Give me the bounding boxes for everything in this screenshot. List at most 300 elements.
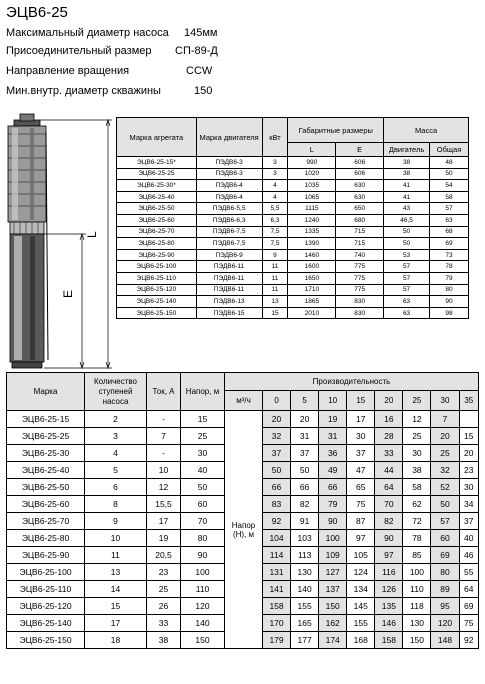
header-l: L [288,143,336,157]
cell-head-value: 70 [375,496,403,513]
table-row [117,238,469,250]
cell-total-mass: 54 [430,180,469,192]
cell-head-value: 19 [319,411,347,428]
cell-head-value: 17 [347,411,375,428]
header-flow-value: 0 [263,391,291,411]
cell-power-kw: 11 [262,261,288,273]
cell-current: 12 [147,479,181,496]
cell-head-value: 15 [459,428,478,445]
header-flow-value: 5 [291,391,319,411]
cell-power-kw: 9 [262,249,288,261]
header-stages: Количество ступеней насоса [85,373,147,411]
table-row [117,296,469,308]
cell-model: ЭЦВ6-25-100 [7,564,85,581]
cell-stages: 13 [85,564,147,581]
cell-head-value: 113 [291,547,319,564]
cell-head-value: 20 [291,411,319,428]
cell-length-e: 830 [336,307,384,319]
cell-power-kw: 13 [262,296,288,308]
cell-head-value: 91 [291,513,319,530]
spec-max-diameter [6,27,218,39]
cell-head: 120 [181,598,225,615]
cell-head-value: 30 [459,479,478,496]
cell-length-l: 1650 [288,272,336,284]
cell-motor-model: ПЭДВ6-4 [196,191,262,203]
cell-head: 40 [181,462,225,479]
cell-power-kw: 7,5 [262,238,288,250]
header-flow-value: 25 [403,391,431,411]
cell-head-value: 46 [459,547,478,564]
cell-motor-model: ПЭДВ6-11 [196,284,262,296]
cell-unit-model: ЭЦВ6-25-15* [117,157,197,169]
cell-total-mass: 98 [430,307,469,319]
cell-head-value: 80 [431,564,459,581]
cell-model: ЭЦВ6-25-140 [7,615,85,632]
spec-min-well-diameter [6,85,213,97]
cell-motor-model: ПЭДВ6-15 [196,307,262,319]
dimension-e-label: E [61,289,75,298]
cell-head-value: 66 [291,479,319,496]
cell-model: ЭЦВ6-25-50 [7,479,85,496]
cell-length-l: 1240 [288,214,336,226]
cell-model: ЭЦВ6-25-40 [7,462,85,479]
cell-motor-model: ПЭДВ6-9 [196,249,262,261]
cell-current: 26 [147,598,181,615]
cell-motor-model: ПЭДВ6-7,5 [196,238,262,250]
cell-length-l: 1020 [288,168,336,180]
cell-head-value: 150 [319,598,347,615]
cell-current: - [147,445,181,462]
header-head: Напор, м [181,373,225,411]
header-unit-model: Марка агрегата [117,118,197,157]
cell-head-value: 83 [263,496,291,513]
cell-model: ЭЦВ6-25-60 [7,496,85,513]
cell-head: 90 [181,547,225,564]
cell-head-value: 37 [263,445,291,462]
cell-head-value: 131 [263,564,291,581]
cell-head-value: 37 [347,445,375,462]
spec-value: СП-89-Д [175,45,218,57]
cell-head: 150 [181,632,225,649]
cell-engine-mass: 41 [384,180,430,192]
spec-rotation [6,65,213,77]
cell-length-e: 630 [336,191,384,203]
table-row [117,249,469,261]
cell-head-value: 52 [431,479,459,496]
cell-engine-mass: 50 [384,238,430,250]
cell-head-value: 90 [375,530,403,547]
cell-model: ЭЦВ6-25-150 [7,632,85,649]
cell-head-value: 90 [319,513,347,530]
header-flow-value: 35 [459,391,478,411]
cell-engine-mass: 63 [384,296,430,308]
cell-engine-mass: 53 [384,249,430,261]
cell-head-value: 179 [263,632,291,649]
cell-power-kw: 11 [262,284,288,296]
header-performance: Производительность [225,373,479,391]
header-flow-value: 20 [375,391,403,411]
table-row [117,168,469,180]
cell-head-value: 158 [375,632,403,649]
cell-unit-model: ЭЦВ6-25-90 [117,249,197,261]
cell-head-value: 16 [375,411,403,428]
cell-length-l: 1600 [288,261,336,273]
cell-length-l: 1065 [288,191,336,203]
spec-value: 150 [194,85,213,97]
cell-head-value: 55 [459,564,478,581]
cell-unit-model: ЭЦВ6-25-140 [117,296,197,308]
cell-head-value: 155 [347,615,375,632]
cell-head-value: 20 [263,411,291,428]
table-row [7,411,479,428]
table-row [117,191,469,203]
header-engine-mass: Двигатель [384,143,430,157]
cell-head-value: 170 [263,615,291,632]
cell-engine-mass: 38 [384,157,430,169]
cell-head-value: 31 [319,428,347,445]
cell-model: ЭЦВ6-25-90 [7,547,85,564]
table-row [117,180,469,192]
cell-head-value: 7 [431,411,459,428]
cell-engine-mass: 63 [384,307,430,319]
cell-head-value: 40 [459,530,478,547]
cell-head-value: 104 [263,530,291,547]
dimensions-table [116,117,469,319]
cell-model: ЭЦВ6-25-80 [7,530,85,547]
cell-total-mass: 68 [430,226,469,238]
cell-model: ЭЦВ6-25-30 [7,445,85,462]
cell-head: 100 [181,564,225,581]
cell-head-value: 82 [291,496,319,513]
cell-stages: 6 [85,479,147,496]
cell-head: 80 [181,530,225,547]
cell-head-value: 150 [403,632,431,649]
dimension-l-label: L [85,231,99,238]
cell-head: 70 [181,513,225,530]
cell-total-mass: 50 [430,168,469,180]
cell-head-value: 105 [347,547,375,564]
cell-length-e: 775 [336,284,384,296]
spec-connection-size [6,45,218,57]
cell-head-value: 30 [403,445,431,462]
header-flow-unit: м³/ч [225,391,263,411]
cell-head-value: 23 [459,462,478,479]
cell-head-value: 66 [319,479,347,496]
cell-length-l: 2010 [288,307,336,319]
cell-stages: 8 [85,496,147,513]
cell-head-value: 116 [375,564,403,581]
cell-head-value: 158 [263,598,291,615]
cell-unit-model: ЭЦВ6-25-120 [117,284,197,296]
cell-power-kw: 15 [262,307,288,319]
cell-total-mass: 90 [430,296,469,308]
cell-head-value: 32 [263,428,291,445]
cell-head-value: 109 [319,547,347,564]
table-row [117,226,469,238]
cell-head-value: 130 [403,615,431,632]
header-kw: кВт [262,118,288,157]
cell-stages: 2 [85,411,147,428]
cell-power-kw: 4 [262,180,288,192]
cell-power-kw: 3 [262,168,288,180]
cell-current: 10 [147,462,181,479]
cell-length-e: 775 [336,272,384,284]
cell-head-value: 145 [347,598,375,615]
cell-unit-model: ЭЦВ6-25-70 [117,226,197,238]
cell-total-mass: 79 [430,272,469,284]
cell-length-e: 606 [336,157,384,169]
cell-power-kw: 3 [262,157,288,169]
cell-head-value: 165 [291,615,319,632]
cell-head-value: 78 [403,530,431,547]
cell-model: ЭЦВ6-25-70 [7,513,85,530]
cell-length-l: 1335 [288,226,336,238]
cell-head-value: 148 [431,632,459,649]
cell-head-value: 162 [319,615,347,632]
cell-head-value: 89 [431,581,459,598]
cell-head-value: 127 [319,564,347,581]
cell-stages: 18 [85,632,147,649]
cell-stages: 17 [85,615,147,632]
cell-head: 60 [181,496,225,513]
cell-power-kw: 4 [262,191,288,203]
cell-unit-model: ЭЦВ6-25-100 [117,261,197,273]
cell-length-e: 715 [336,238,384,250]
cell-head-value: 37 [459,513,478,530]
header-total-mass: Общая [430,143,469,157]
cell-unit-model: ЭЦВ6-25-110 [117,272,197,284]
cell-head-value: 75 [459,615,478,632]
cell-length-e: 630 [336,180,384,192]
cell-head-value: 58 [403,479,431,496]
cell-head-value: 100 [403,564,431,581]
cell-head-value: 47 [347,462,375,479]
cell-model: ЭЦВ6-25-15 [7,411,85,428]
cell-head-value: 36 [319,445,347,462]
table-row [117,272,469,284]
header-model: Марка [7,373,85,411]
cell-motor-model: ПЭДВ6-6,3 [196,214,262,226]
cell-stages: 9 [85,513,147,530]
page-title: ЭЦВ6-25 [6,4,68,21]
cell-length-e: 830 [336,296,384,308]
cell-head-value: 75 [347,496,375,513]
cell-motor-model: ПЭДВ6-5,5 [196,203,262,215]
cell-length-l: 1035 [288,180,336,192]
cell-unit-model: ЭЦВ6-25-50 [117,203,197,215]
cell-head-value: 174 [319,632,347,649]
cell-motor-model: ПЭДВ6-7,5 [196,226,262,238]
cell-length-l: 1390 [288,238,336,250]
header-flow-value: 10 [319,391,347,411]
cell-head: 110 [181,581,225,598]
cell-motor-model: ПЭДВ6-4 [196,180,262,192]
header-e: E [336,143,384,157]
cell-head-value: 57 [431,513,459,530]
cell-engine-mass: 41 [384,191,430,203]
cell-head-value: 146 [375,615,403,632]
cell-power-kw: 11 [262,272,288,284]
cell-motor-model: ПЭДВ6-13 [196,296,262,308]
cell-power-kw: 7,5 [262,226,288,238]
cell-unit-model: ЭЦВ6-25-60 [117,214,197,226]
cell-head: 25 [181,428,225,445]
cell-current: - [147,411,181,428]
cell-head-value: 33 [375,445,403,462]
cell-head-value: 134 [347,581,375,598]
cell-head-value: 64 [375,479,403,496]
cell-engine-mass: 46,5 [384,214,430,226]
cell-head-value: 100 [319,530,347,547]
cell-total-mass: 57 [430,203,469,215]
cell-head-value: 120 [431,615,459,632]
cell-head-value: 60 [431,530,459,547]
table-row [117,261,469,273]
cell-head-value [459,411,478,428]
cell-head-value: 37 [291,445,319,462]
table-row [117,203,469,215]
cell-stages: 14 [85,581,147,598]
cell-head-value: 110 [403,581,431,598]
pump-drawing [0,112,118,372]
cell-head-value: 135 [375,598,403,615]
cell-engine-mass: 38 [384,168,430,180]
table-row [117,284,469,296]
cell-unit-model: ЭЦВ6-25-150 [117,307,197,319]
cell-unit-model: ЭЦВ6-25-40 [117,191,197,203]
cell-head-value: 66 [263,479,291,496]
cell-model: ЭЦВ6-25-25 [7,428,85,445]
cell-head-value: 25 [403,428,431,445]
cell-head-value: 32 [431,462,459,479]
cell-total-mass: 58 [430,191,469,203]
cell-head-value: 168 [347,632,375,649]
header-motor-model: Марка двигателя [196,118,262,157]
spec-value: CCW [186,65,213,77]
cell-model: ЭЦВ6-25-110 [7,581,85,598]
cell-current: 25 [147,581,181,598]
cell-stages: 11 [85,547,147,564]
cell-head-value: 97 [375,547,403,564]
cell-head-value: 79 [319,496,347,513]
cell-length-l: 1865 [288,296,336,308]
cell-head-value: 25 [431,445,459,462]
cell-current: 19 [147,530,181,547]
cell-head: 15 [181,411,225,428]
cell-head-value: 72 [403,513,431,530]
cell-stages: 3 [85,428,147,445]
spec-label: Мин.внутр. диаметр скважины [6,85,161,97]
cell-length-e: 740 [336,249,384,261]
cell-current: 38 [147,632,181,649]
cell-length-e: 715 [336,226,384,238]
cell-engine-mass: 50 [384,226,430,238]
header-flow-value: 30 [431,391,459,411]
cell-head-value: 31 [291,428,319,445]
cell-length-l: 1115 [288,203,336,215]
cell-motor-model: ПЭДВ6-3 [196,168,262,180]
cell-head-value: 130 [291,564,319,581]
cell-head-value: 50 [291,462,319,479]
cell-head-value: 50 [431,496,459,513]
cell-head-value: 103 [291,530,319,547]
cell-head: 50 [181,479,225,496]
cell-total-mass: 69 [430,238,469,250]
cell-current: 23 [147,564,181,581]
cell-head-value: 50 [263,462,291,479]
header-current: Ток, А [147,373,181,411]
head-side-label: Напор (Н), м [225,411,263,649]
cell-stages: 15 [85,598,147,615]
cell-length-e: 680 [336,214,384,226]
cell-total-mass: 78 [430,261,469,273]
cell-head-value: 20 [459,445,478,462]
cell-head-value: 30 [347,428,375,445]
cell-head-value: 38 [403,462,431,479]
cell-current: 17 [147,513,181,530]
cell-length-e: 775 [336,261,384,273]
cell-length-l: 990 [288,157,336,169]
cell-total-mass: 73 [430,249,469,261]
cell-head-value: 97 [347,530,375,547]
cell-head-value: 137 [319,581,347,598]
cell-length-l: 1460 [288,249,336,261]
cell-head-value: 140 [291,581,319,598]
cell-stages: 5 [85,462,147,479]
cell-engine-mass: 43 [384,203,430,215]
cell-length-e: 650 [336,203,384,215]
cell-total-mass: 48 [430,157,469,169]
cell-unit-model: ЭЦВ6-25-30* [117,180,197,192]
header-dimensions: Габаритные размеры [288,118,384,143]
cell-head: 30 [181,445,225,462]
cell-motor-model: ПЭДВ6-11 [196,261,262,273]
cell-head-value: 124 [347,564,375,581]
cell-head-value: 114 [263,547,291,564]
table-row [117,307,469,319]
spec-label: Направление вращения [6,65,130,77]
cell-head-value: 118 [403,598,431,615]
cell-head-value: 177 [291,632,319,649]
cell-head-value: 28 [375,428,403,445]
cell-head-value: 155 [291,598,319,615]
cell-total-mass: 80 [430,284,469,296]
cell-power-kw: 5,5 [262,203,288,215]
cell-total-mass: 63 [430,214,469,226]
cell-engine-mass: 57 [384,261,430,273]
spec-label: Присоединительный размер [6,45,152,57]
performance-table [6,372,479,649]
cell-head-value: 34 [459,496,478,513]
cell-length-e: 606 [336,168,384,180]
cell-unit-model: ЭЦВ6-25-80 [117,238,197,250]
cell-head-value: 126 [375,581,403,598]
cell-head-value: 92 [263,513,291,530]
cell-length-l: 1710 [288,284,336,296]
cell-power-kw: 6,3 [262,214,288,226]
header-mass: Масса [384,118,469,143]
spec-label: Максимальный диаметр насоса [6,27,169,39]
cell-current: 20,5 [147,547,181,564]
header-flow-value: 15 [347,391,375,411]
cell-head: 140 [181,615,225,632]
cell-stages: 10 [85,530,147,547]
cell-head-value: 64 [459,581,478,598]
cell-head-value: 49 [319,462,347,479]
cell-unit-model: ЭЦВ6-25-25 [117,168,197,180]
cell-head-value: 69 [459,598,478,615]
cell-head-value: 62 [403,496,431,513]
